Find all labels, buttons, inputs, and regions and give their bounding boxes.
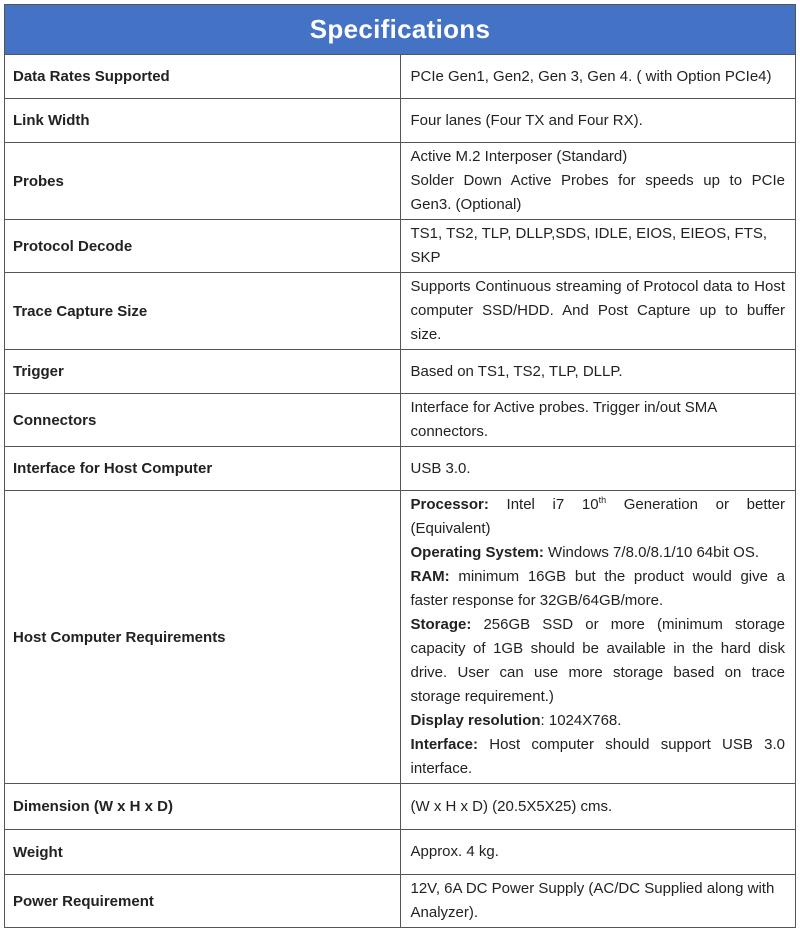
row-value: (W x H x D) (20.5X5X25) cms.: [400, 784, 796, 830]
row-label: Protocol Decode: [5, 220, 401, 273]
row-label: Trace Capture Size: [5, 273, 401, 350]
requirement-item: Storage: 256GB SSD or more (minimum storage capacity of 1GB should be available in the hard disk drive. User can use more storage based on trace storage requirement.): [410, 616, 785, 705]
specifications-table: [4, 4, 796, 928]
table-row: [5, 830, 796, 875]
row-label: Power Requirement: [5, 875, 401, 928]
row-value: PCIe Gen1, Gen2, Gen 3, Gen 4. ( with Option PCIe4): [400, 55, 796, 99]
table-row: [5, 143, 796, 220]
requirement-key: Operating System:: [410, 544, 544, 561]
table-row: [5, 491, 796, 784]
requirement-key: Processor:: [410, 496, 489, 513]
row-value: Interface for Active probes. Trigger in/out SMA connectors.: [400, 394, 796, 447]
requirement-item: RAM: minimum 16GB but the product would give a faster response for 32GB/64GB/more.: [410, 568, 785, 609]
title-row: [5, 5, 796, 55]
row-value: Supports Continuous streaming of Protocol data to Host computer SSD/HDD. And Post Capture up to buffer size.: [400, 273, 796, 350]
row-value: 12V, 6A DC Power Supply (AC/DC Supplied along with Analyzer).: [400, 875, 796, 928]
requirement-key: RAM:: [410, 568, 450, 585]
row-label: Dimension (W x H x D): [5, 784, 401, 830]
table-row: [5, 784, 796, 830]
table-row: [5, 55, 796, 99]
row-label: Data Rates Supported: [5, 55, 401, 99]
requirement-item: Display resolution: 1024X768.: [410, 712, 622, 729]
requirement-key: Interface:: [410, 736, 479, 753]
row-value: USB 3.0.: [400, 447, 796, 491]
table-row: [5, 273, 796, 350]
requirement-item: Processor: Intel i7 10th Generation or better (Equivalent): [410, 495, 785, 537]
table-row: [5, 394, 796, 447]
row-label: Connectors: [5, 394, 401, 447]
row-value: Based on TS1, TS2, TLP, DLLP.: [400, 350, 796, 394]
table-title: Specifications: [5, 5, 796, 55]
row-label: Trigger: [5, 350, 401, 394]
table-row: [5, 99, 796, 143]
value-line: Solder Down Active Probes for speeds up to PCIe Gen3. (Optional): [410, 172, 785, 213]
row-value: Four lanes (Four TX and Four RX).: [400, 99, 796, 143]
row-label: Interface for Host Computer: [5, 447, 401, 491]
value-line: Active M.2 Interposer (Standard): [410, 148, 628, 165]
table-row: [5, 350, 796, 394]
row-label: Weight: [5, 830, 401, 875]
row-value: Approx. 4 kg.: [400, 830, 796, 875]
requirement-item: Operating System: Windows 7/8.0/8.1/10 64bit OS.: [410, 544, 759, 561]
requirement-item: Interface: Host computer should support USB 3.0 interface.: [410, 736, 785, 777]
row-label: Link Width: [5, 99, 401, 143]
requirement-key: Display resolution: [410, 712, 541, 729]
table-row: [5, 447, 796, 491]
row-label: Probes: [5, 143, 401, 220]
row-value: [400, 143, 796, 220]
requirement-key: Storage:: [410, 616, 472, 633]
row-value: TS1, TS2, TLP, DLLP,SDS, IDLE, EIOS, EIEOS, FTS, SKP: [400, 220, 796, 273]
table-row: [5, 875, 796, 928]
row-value: [400, 491, 796, 784]
table-row: [5, 220, 796, 273]
row-label: Host Computer Requirements: [5, 491, 401, 784]
